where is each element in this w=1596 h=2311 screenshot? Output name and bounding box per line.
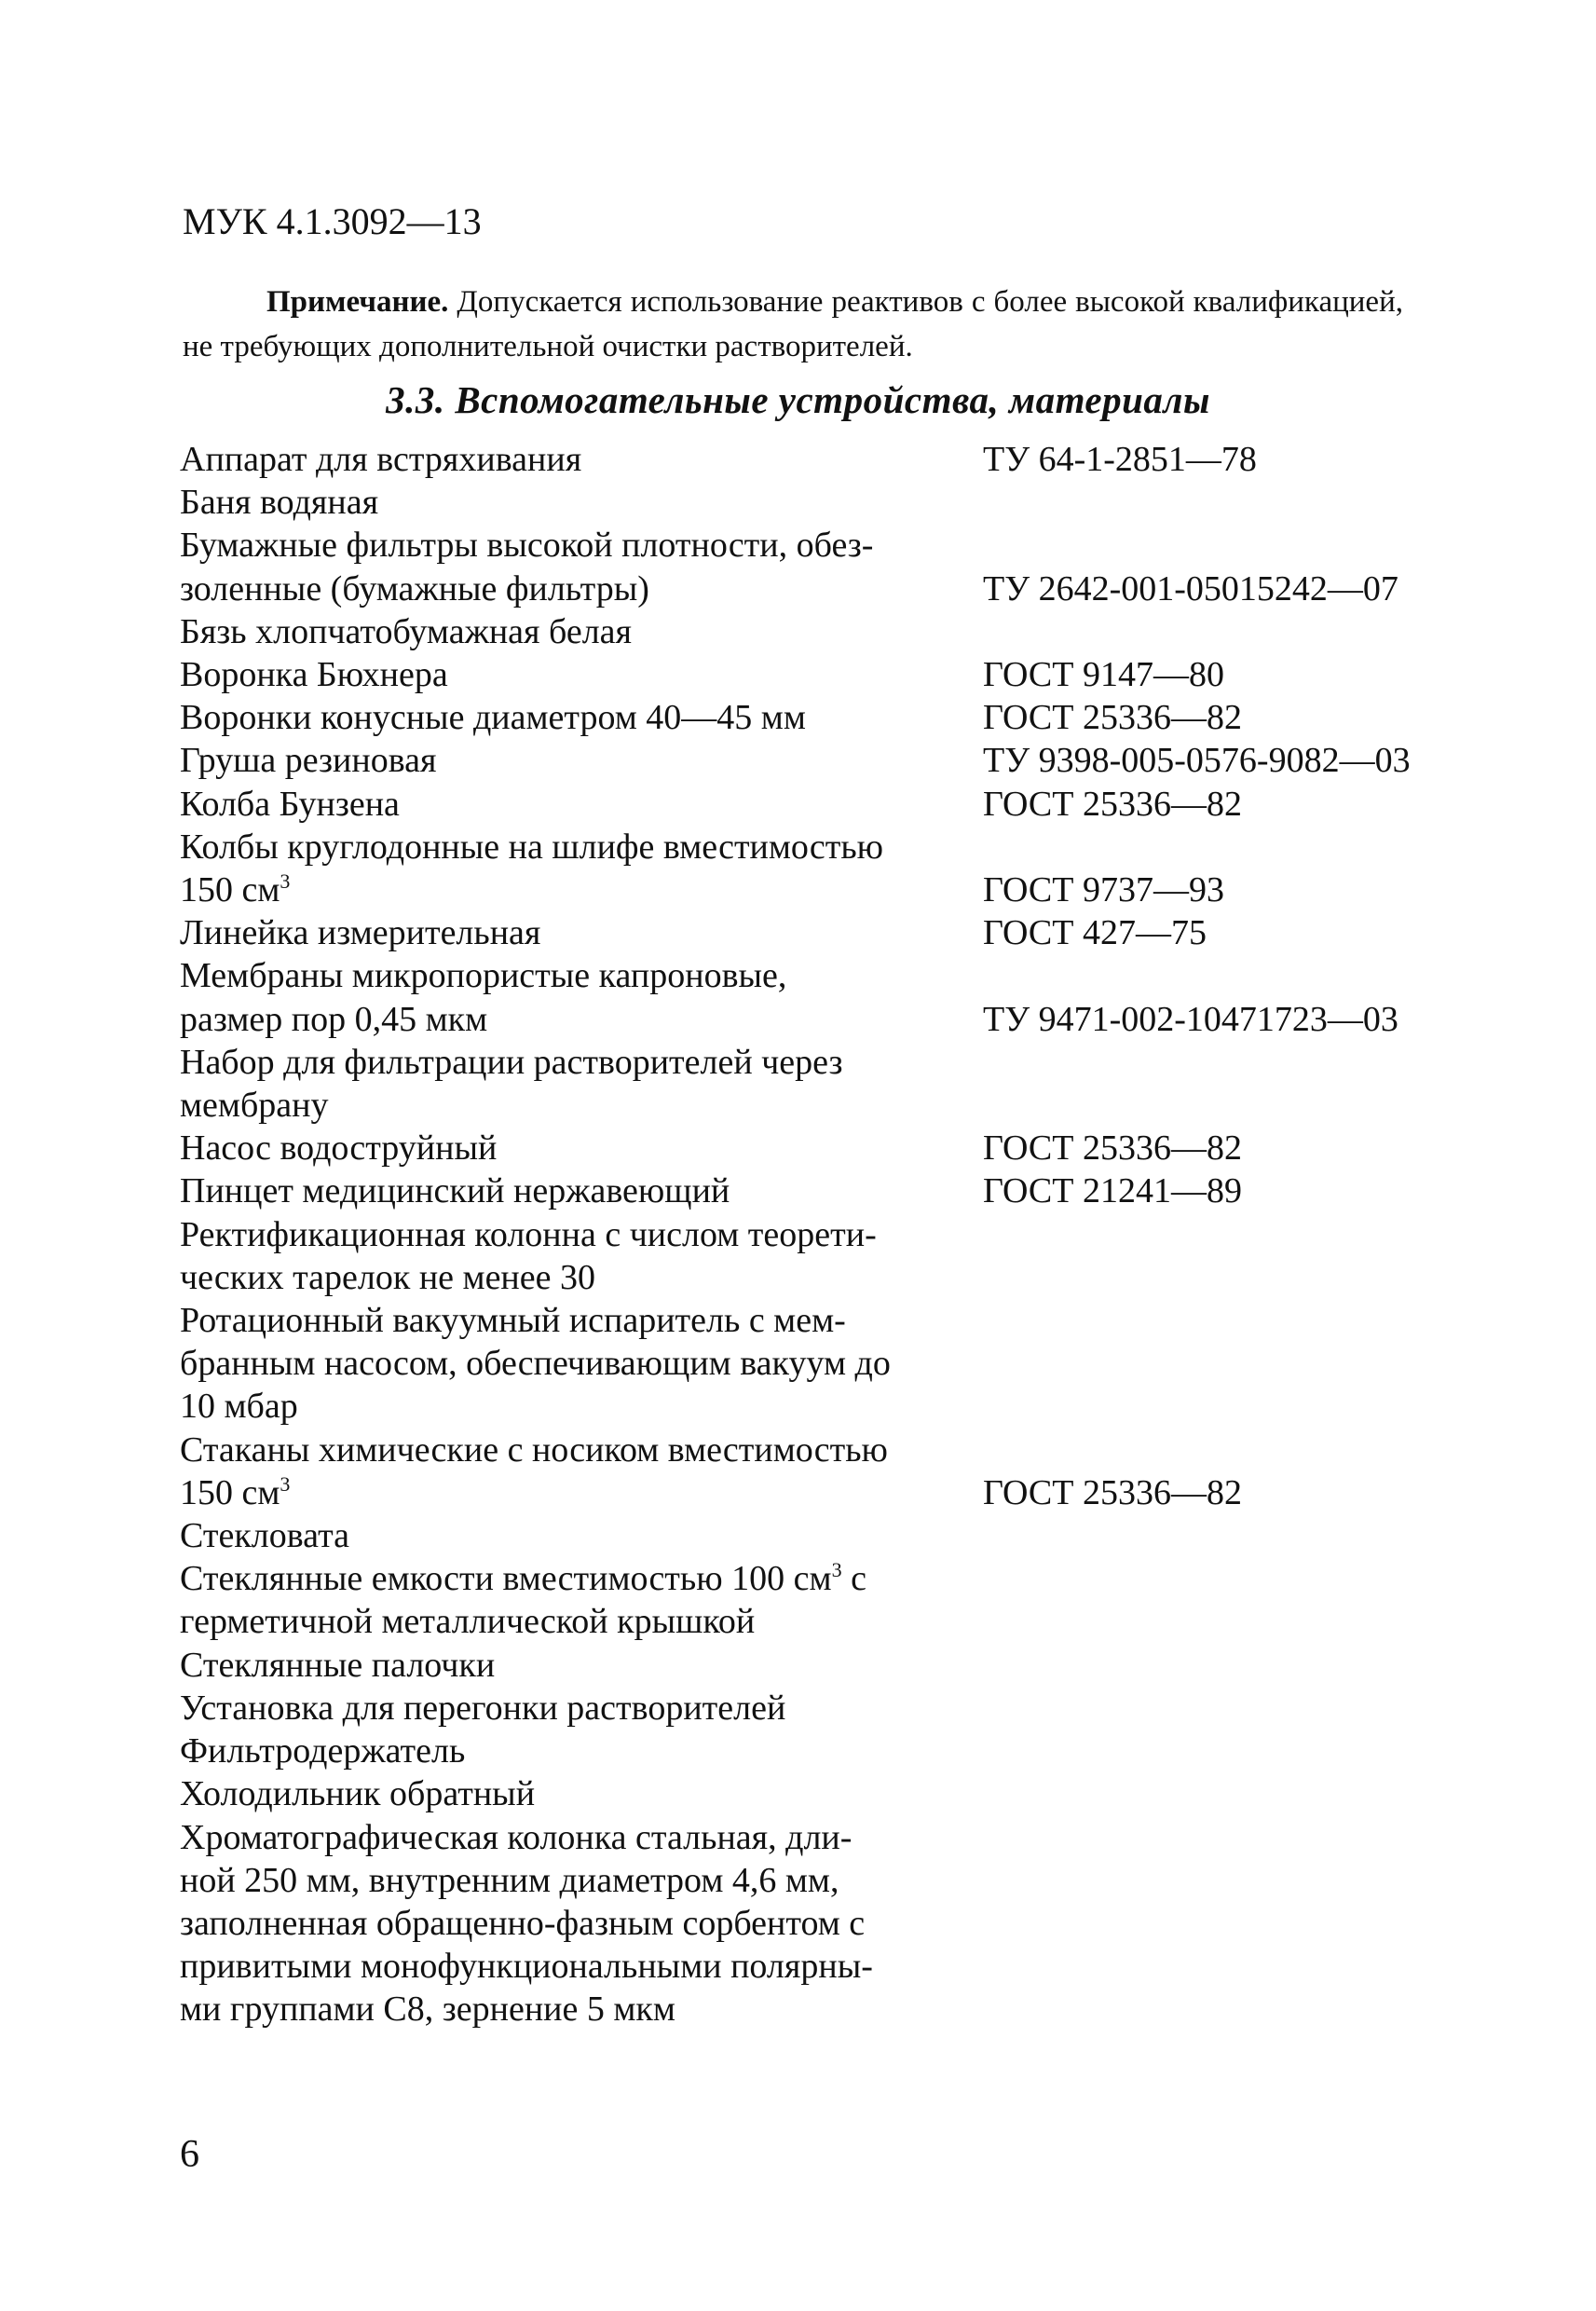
item-name [180, 1299, 983, 1429]
item-name-line: 10 мбар [180, 1387, 298, 1427]
item-name-line: Стеклянные емкости вместимостью 100 $см^3$ с [180, 1558, 866, 1599]
item-standard [983, 1213, 1540, 1299]
list-item [180, 1299, 1540, 1429]
item-standard: ГОСТ 25336—82 [983, 1128, 1242, 1169]
item-name [180, 1687, 983, 1730]
note-label: Примечание. [266, 285, 449, 319]
item-name [180, 696, 983, 739]
item-name-line: Пинцет медицинский нержавеющий [180, 1171, 730, 1211]
item-name [180, 1557, 983, 1643]
item-name [180, 1041, 983, 1127]
item-name-line: Линейка измерительная [180, 913, 541, 953]
item-name-line: Стеклянные палочки [180, 1645, 496, 1685]
item-standard: ТУ 2642-001-05015242—07 [983, 568, 1398, 609]
item-name-line: золенные (бумажные фильтры) [180, 568, 649, 609]
item-name-line: привитыми монофункциональными полярны- [180, 1947, 873, 1987]
item-name-line: 150 $см^3$ [180, 1471, 291, 1512]
item-name [180, 1772, 983, 1815]
item-name [180, 524, 983, 609]
item-name-line: Воронки конусные диаметром 40—45 мм [180, 698, 806, 738]
item-standard: ГОСТ 427—75 [983, 913, 1207, 953]
item-name-line: Колбы круглодонные на шлифе вместимостью [180, 827, 884, 867]
item-name [180, 783, 983, 826]
item-name [180, 1816, 983, 2031]
item-standard: ГОСТ 25336—82 [983, 698, 1242, 738]
item-standard: ГОСТ 21241—89 [983, 1171, 1242, 1211]
item-name [180, 1127, 983, 1169]
list-item [180, 1772, 1540, 1815]
item-name-line: Воронка Бюхнера [180, 655, 448, 695]
list-item [180, 481, 1540, 524]
item-name-line: Фильтродержатель [180, 1731, 466, 1771]
item-name [180, 739, 983, 782]
item-standard: ТУ 9471-002-10471723—03 [983, 999, 1398, 1039]
page-number: 6 [180, 2133, 199, 2176]
item-standard: ГОСТ 25336—82 [983, 1472, 1242, 1512]
list-item [180, 1041, 1540, 1127]
item-name-line: Набор для фильтрации растворителей через [180, 1042, 843, 1082]
item-name-line: Бязь хлопчатобумажная белая [180, 611, 633, 651]
note-paragraph [183, 280, 1403, 369]
item-standard: ГОСТ 25336—82 [983, 784, 1242, 824]
item-standard: ГОСТ 9147—80 [983, 655, 1224, 695]
item-name-line: Ректификационная колонна с числом теорети- [180, 1214, 877, 1254]
list-item [180, 1816, 1540, 2031]
item-name-line: бранным насосом, обеспечивающим вакуум до [180, 1344, 891, 1384]
list-item [180, 1644, 1540, 1687]
list-item [180, 739, 1540, 782]
item-name-line: Аппарат для встряхивания [180, 440, 582, 479]
item-name-line: Колба Бунзена [180, 784, 400, 824]
list-item [180, 1127, 1540, 1169]
item-standard [983, 1730, 1540, 1772]
item-name-line: Баня водяная [180, 483, 379, 523]
item-standard [983, 610, 1540, 653]
list-item [180, 1213, 1540, 1299]
list-item [180, 438, 1540, 481]
item-name-line: Установка для перегонки растворителей [180, 1688, 786, 1728]
item-name [180, 911, 983, 954]
item-name-line: герметичной металлической крышкой [180, 1602, 756, 1642]
list-item [180, 1557, 1540, 1643]
item-name-line: Хроматографическая колонка стальная, дли- [180, 1817, 853, 1857]
item-name-line: Груша резиновая [180, 741, 437, 781]
item-name [180, 826, 983, 911]
list-item [180, 1514, 1540, 1557]
item-name-line: 150 $см^3$ [180, 869, 291, 910]
item-name-line: Мембраны микропористые капроновые, [180, 956, 787, 996]
item-name-line: Холодильник обратный [180, 1774, 536, 1814]
item-name [180, 954, 983, 1040]
item-name-line: Бумажные фильтры высокой плотности, обез- [180, 526, 874, 566]
item-standard [983, 1687, 1540, 1730]
item-name [180, 653, 983, 696]
item-standard [983, 1772, 1540, 1815]
item-name-line: мембрану [180, 1086, 329, 1126]
list-item [180, 1687, 1540, 1730]
item-name-line: ной 250 мм, внутренним диаметром 4,6 мм, [180, 1860, 839, 1900]
list-item [180, 954, 1540, 1040]
item-standard [983, 1816, 1540, 2031]
item-standard: ТУ 64-1-2851—78 [983, 440, 1257, 479]
item-name [180, 1429, 983, 1514]
list-item [180, 1169, 1540, 1212]
item-standard [983, 1299, 1540, 1429]
item-name [180, 610, 983, 653]
list-item [180, 653, 1540, 696]
item-name-line: Стаканы химические с носиком вместимостью [180, 1429, 888, 1470]
item-name [180, 481, 983, 524]
item-name-line: заполненная обращенно-фазным сорбентом с [180, 1903, 866, 1943]
item-name [180, 1213, 983, 1299]
item-name-line: ческих тарелок не менее 30 [180, 1257, 595, 1297]
item-name [180, 1644, 983, 1687]
item-standard [983, 1644, 1540, 1687]
item-standard: ГОСТ 9737—93 [983, 870, 1224, 910]
item-standard [983, 1514, 1540, 1557]
item-name-line: размер пор 0,45 мкм [180, 999, 488, 1039]
item-name-line: ми группами С8, зернение 5 мкм [180, 1990, 675, 2030]
list-item [180, 783, 1540, 826]
list-item [180, 524, 1540, 609]
note-text: Допускается использование реактивов с более высокой квалификацией, не требующих дополнительной очистки растворителей. [183, 285, 1403, 363]
section-title: 3.3. Вспомогательные устройства, материалы [386, 378, 1210, 421]
item-standard [983, 1041, 1540, 1127]
list-item [180, 1730, 1540, 1772]
document-header: МУК 4.1.3092—13 [183, 200, 482, 242]
item-standard [983, 1557, 1540, 1643]
item-name [180, 438, 983, 481]
item-name-line: Ротационный вакуумный испаритель с мем- [180, 1301, 846, 1341]
list-item [180, 1429, 1540, 1514]
item-name-line: Стекловата [180, 1516, 350, 1556]
list-item [180, 826, 1540, 911]
list-item [180, 911, 1540, 954]
item-name-line: Насос водоструйный [180, 1128, 498, 1169]
equipment-list [180, 438, 1540, 2031]
item-standard [983, 481, 1540, 524]
list-item [180, 696, 1540, 739]
item-standard: ТУ 9398-005-0576-9082—03 [983, 741, 1411, 781]
list-item [180, 610, 1540, 653]
item-name [180, 1730, 983, 1772]
item-name [180, 1514, 983, 1557]
item-name [180, 1169, 983, 1212]
